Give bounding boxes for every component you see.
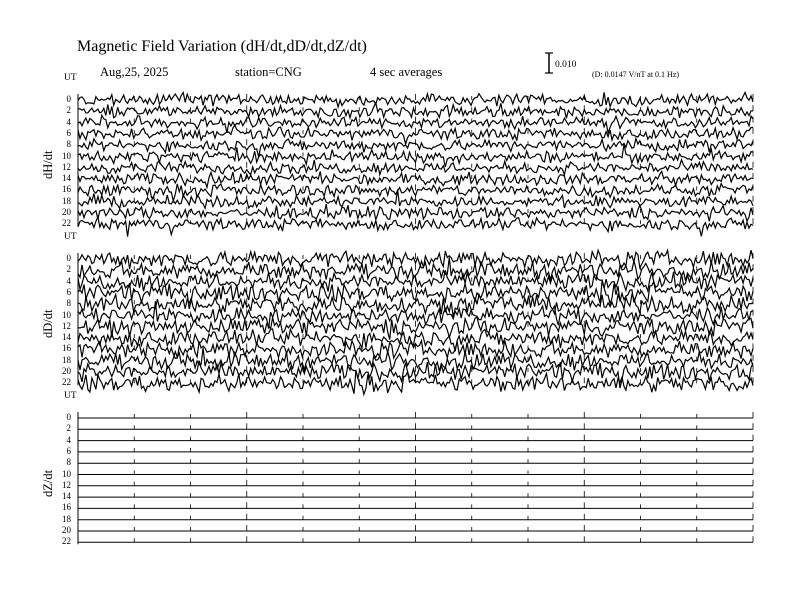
hour-label-dzdt-8: 8: [66, 457, 71, 468]
hour-label-dddt-6: 6: [66, 286, 71, 297]
ut-label-dddt: UT: [64, 232, 77, 242]
hour-label-dhdt-14: 14: [62, 173, 71, 184]
scale-bar-note: (D: 0.0147 V/nT at 0.1 Hz): [592, 70, 680, 79]
averaging-label: 4 sec averages: [370, 65, 443, 79]
hour-label-dzdt-16: 16: [62, 502, 71, 513]
hour-label-dzdt-12: 12: [62, 479, 71, 490]
ut-label-dhdt: UT: [64, 73, 77, 83]
component-label-dzdt: dZ/dt: [41, 469, 55, 497]
hour-label-dddt-10: 10: [62, 309, 71, 320]
chart-title: Magnetic Field Variation (dH/dt,dD/dt,dZ/dt): [77, 38, 367, 55]
hour-label-dddt-14: 14: [62, 332, 71, 343]
hour-label-dddt-8: 8: [66, 298, 71, 309]
hour-label-dhdt-20: 20: [62, 207, 71, 217]
hour-label-dhdt-22: 22: [62, 218, 71, 229]
hour-label-dhdt-4: 4: [66, 116, 71, 127]
hour-label-dddt-22: 22: [62, 377, 71, 388]
hour-label-dzdt-18: 18: [62, 513, 71, 524]
hour-label-dddt-12: 12: [62, 320, 71, 331]
hour-label-dzdt-6: 6: [66, 445, 71, 456]
hour-label-dddt-4: 4: [66, 275, 71, 286]
hour-label-dhdt-6: 6: [66, 127, 71, 138]
hour-label-dhdt-16: 16: [62, 184, 71, 195]
hour-label-dzdt-14: 14: [62, 491, 71, 502]
hour-label-dzdt-10: 10: [62, 468, 71, 479]
component-label-dhdt: dH/dt: [41, 150, 55, 179]
hour-label-dzdt-2: 2: [66, 423, 71, 434]
hour-label-dddt-2: 2: [66, 264, 71, 275]
hour-label-dzdt-22: 22: [62, 536, 71, 547]
component-label-dddt: dD/dt: [41, 309, 55, 338]
hour-label-dzdt-4: 4: [66, 434, 71, 445]
date-label: Aug,25, 2025: [100, 65, 169, 79]
hour-label-dzdt-0: 0: [66, 412, 71, 422]
hour-label-dhdt-10: 10: [62, 150, 71, 161]
hour-label-dhdt-18: 18: [62, 195, 71, 206]
hour-label-dddt-0: 0: [66, 253, 71, 263]
trace-dddt-hour-22: [78, 371, 753, 395]
hour-label-dddt-18: 18: [62, 354, 71, 365]
hour-label-dhdt-0: 0: [66, 94, 71, 104]
hour-label-dddt-16: 16: [62, 343, 71, 354]
hour-label-dhdt-12: 12: [62, 161, 71, 172]
station-label: station=CNG: [235, 65, 302, 79]
hour-label-dhdt-8: 8: [66, 139, 71, 150]
hour-label-dzdt-20: 20: [62, 525, 71, 535]
ut-label-dzdt: UT: [64, 391, 77, 401]
hour-label-dddt-20: 20: [62, 366, 71, 376]
scale-bar-value: 0.010: [555, 60, 577, 70]
hour-label-dhdt-2: 2: [66, 105, 71, 116]
